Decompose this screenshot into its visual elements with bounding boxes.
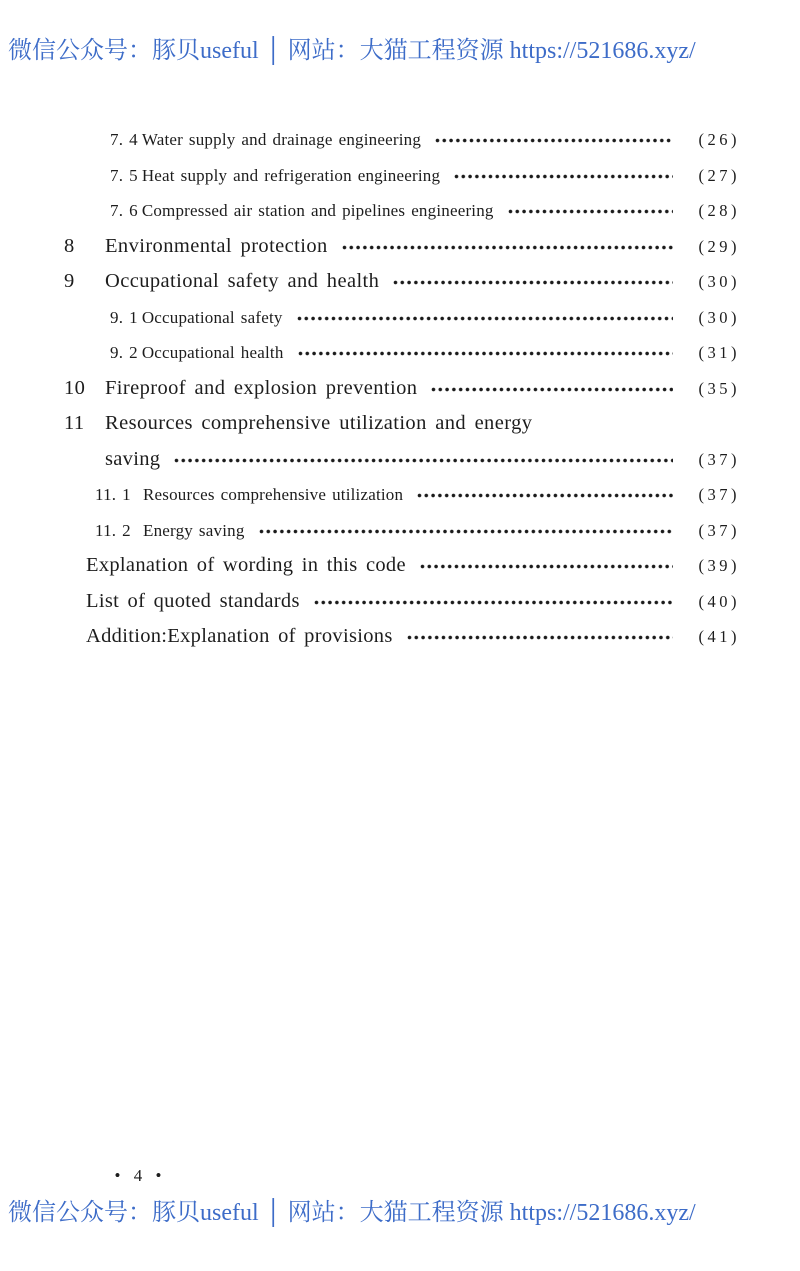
toc-entry-title: Occupational safety and health bbox=[105, 270, 380, 292]
dot-leader bbox=[393, 280, 673, 285]
toc-entry-title: Explanation of wording in this code bbox=[86, 554, 406, 576]
watermark-footer: 微信公众号：豚贝useful │ 网站：大猫工程资源 https://521686.xyz/ bbox=[8, 1200, 696, 1226]
toc-entry-number: 7. 4 bbox=[110, 130, 138, 149]
watermark-header: 微信公众号：豚贝useful │ 网站：大猫工程资源 https://521686.xyz/ bbox=[8, 38, 696, 64]
toc-entry-page: (29) bbox=[698, 236, 740, 256]
toc-entry-title: Energy saving bbox=[143, 520, 245, 540]
dot-leader bbox=[407, 635, 673, 640]
dot-leader bbox=[431, 387, 673, 392]
toc-entry-page: (41) bbox=[698, 627, 740, 646]
toc-entry-page: (40) bbox=[698, 591, 740, 611]
dot-leader bbox=[298, 351, 673, 356]
dot-leader bbox=[342, 245, 673, 250]
dot-leader bbox=[259, 529, 673, 534]
dot-leader bbox=[508, 209, 673, 214]
toc-entry bbox=[64, 371, 740, 407]
toc-entry-number: 7. 5 bbox=[110, 165, 138, 185]
toc-entry-title: Occupational safety bbox=[141, 307, 283, 327]
toc-entry-number: 11. 2 bbox=[95, 520, 131, 540]
toc-entry-page: (37) bbox=[698, 449, 740, 469]
toc-entry-number: 9 bbox=[64, 270, 75, 292]
toc-entry bbox=[64, 619, 740, 655]
toc-entry-page: (37) bbox=[698, 485, 740, 504]
toc-entry-page: (28) bbox=[698, 201, 740, 220]
toc-entry-title: List of quoted standards bbox=[86, 589, 300, 612]
dot-leader bbox=[435, 138, 673, 143]
toc-entry-title: Environmental protection bbox=[105, 234, 328, 257]
toc-entry bbox=[64, 548, 740, 584]
toc-entry-page: (26) bbox=[698, 130, 740, 149]
toc-entry-title: Resources comprehensive utilization and energy bbox=[105, 412, 533, 434]
toc-entry-title: Resources comprehensive utilization bbox=[143, 485, 404, 504]
toc-list bbox=[64, 122, 740, 655]
dot-leader bbox=[314, 600, 673, 605]
toc-entry-number: 9. 1 bbox=[110, 307, 138, 327]
toc-entry bbox=[64, 442, 740, 478]
toc-entry-number: 10 bbox=[64, 376, 86, 399]
toc-entry-page: (35) bbox=[698, 378, 740, 398]
toc-entry-number: 7. 6 bbox=[110, 201, 138, 220]
dot-leader bbox=[174, 458, 673, 463]
toc-entry-title: Heat supply and refrigeration engineering bbox=[141, 165, 441, 185]
toc-entry-page: (30) bbox=[698, 307, 740, 327]
toc-entry-number: 8 bbox=[64, 234, 75, 257]
toc-entry-number: 11 bbox=[64, 412, 85, 434]
dot-leader bbox=[297, 316, 673, 321]
toc-entry-title: Addition:Explanation of provisions bbox=[86, 625, 393, 647]
dot-leader bbox=[454, 174, 673, 179]
toc-entry-page: (27) bbox=[698, 165, 740, 185]
toc-entry-page: (31) bbox=[698, 343, 740, 362]
toc-entry-title: Fireproof and explosion prevention bbox=[105, 376, 418, 399]
toc-entry bbox=[64, 229, 740, 265]
toc-entry bbox=[64, 158, 740, 194]
toc-entry-page: (37) bbox=[698, 520, 740, 540]
toc-entry bbox=[64, 264, 740, 300]
toc-entry-page: (39) bbox=[698, 556, 740, 575]
toc-entry-title: Occupational health bbox=[141, 343, 284, 362]
page-number: • 4 • bbox=[114, 1166, 162, 1185]
toc-entry bbox=[64, 406, 740, 442]
toc-entry-title: Compressed air station and pipelines engineering bbox=[141, 201, 494, 220]
toc-entry-number: 9. 2 bbox=[110, 343, 138, 362]
toc-entry-number: 11. 1 bbox=[95, 485, 131, 504]
toc-entry bbox=[64, 193, 740, 229]
toc-entry bbox=[64, 477, 740, 513]
toc-entry bbox=[64, 584, 740, 620]
toc-entry-title: Water supply and drainage engineering bbox=[141, 130, 422, 149]
toc-entry bbox=[64, 513, 740, 549]
dot-leader bbox=[417, 493, 673, 498]
dot-leader bbox=[420, 564, 673, 569]
toc-entry-title: saving bbox=[105, 447, 161, 470]
toc-entry-page: (30) bbox=[698, 272, 740, 291]
toc-entry bbox=[64, 300, 740, 336]
toc-entry bbox=[64, 122, 740, 158]
toc-entry bbox=[64, 335, 740, 371]
